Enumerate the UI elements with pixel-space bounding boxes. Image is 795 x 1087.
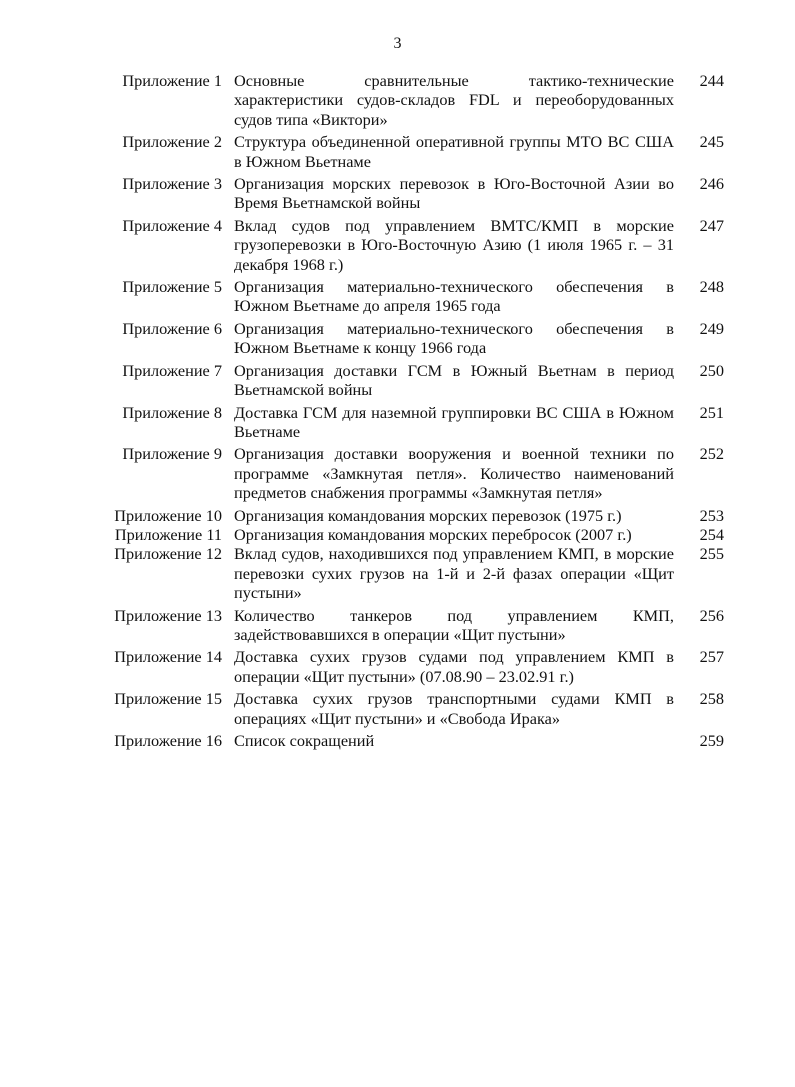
appendix-label: Приложение 4 [122,215,222,235]
appendix-label: Приложение 1 [122,71,222,90]
appendix-label: Приложение 8 [122,402,222,422]
toc-entry [104,174,724,213]
toc-entry [104,647,724,686]
appendix-page: 258 [699,689,724,709]
toc-entry [104,606,724,645]
appendix-title: Организация командования морских перевозок (1975 г.) [234,505,622,525]
appendix-label: Приложение 13 [114,605,222,625]
appendix-title: Доставка ГСМ для наземной группировки ВС США в Южном Вьетнаме [234,402,674,441]
appendix-page: 252 [699,444,724,464]
toc-entry [104,689,724,728]
toc-entry [104,71,724,129]
appendix-title: Организация материально-технического обеспечения в Южном Вьетнаме к концу 1966 года [234,318,674,358]
toc-entry [104,525,724,544]
appendix-label: Приложение 14 [114,647,222,667]
appendix-page: 245 [699,132,724,152]
appendix-title: Доставка сухих грузов судами под управлением КМП в операции «Щит пустыни» (07.08.90 – 23.02.91 г.) [234,647,674,686]
appendix-page: 259 [699,731,724,750]
appendix-label: Приложение 3 [122,174,222,194]
appendix-label: Приложение 5 [122,277,222,297]
page-number: 3 [393,35,402,52]
appendix-title: Вклад судов под управлением ВМТС/КМП в морские грузоперевозки в Юго-Восточную Азию (1 июля 1965 г. – 31 декабря 1968 г.) [234,215,674,274]
appendix-page: 251 [699,402,724,422]
toc-entry [104,403,724,442]
appendix-page: 253 [699,505,724,525]
toc-entry [104,277,724,316]
appendix-label: Приложение 16 [114,731,222,750]
table-of-contents [104,71,724,750]
toc-entry [104,216,724,274]
appendix-page: 250 [699,360,724,380]
toc-entry [104,544,724,602]
appendix-label: Приложение 10 [114,505,222,525]
appendix-title: Количество танкеров под управлением КМП, задействовавшихся в операции «Щит пустыни» [234,605,674,644]
appendix-title: Организация морских перевозок в Юго-Восточной Азии во Время Вьетнамской войны [234,174,674,213]
appendix-label: Приложение 9 [122,444,222,464]
appendix-label: Приложение 12 [114,544,222,564]
appendix-page: 255 [699,544,724,564]
toc-entry [104,444,724,502]
toc-entry [104,731,724,750]
toc-entry [104,506,724,525]
appendix-label: Приложение 2 [122,132,222,152]
appendix-title: Основные сравнительные тактико-технические характеристики судов-складов FDL и переоборудованных судов типа «Виктори» [234,71,674,129]
appendix-label: Приложение 15 [114,689,222,709]
appendix-label: Приложение 11 [114,524,222,544]
appendix-title: Структура объединенной оперативной группы МТО ВС США в Южном Вьетнаме [234,132,674,171]
appendix-page: 244 [699,71,724,90]
toc-entry [104,361,724,400]
appendix-label: Приложение 6 [122,318,222,338]
toc-entry [104,319,724,358]
appendix-title: Организация материально-технического обеспечения в Южном Вьетнаме до апреля 1965 года [234,277,674,316]
appendix-page: 247 [699,215,724,235]
appendix-title: Доставка сухих грузов транспортными судами КМП в операциях «Щит пустыни» и «Свобода Ирака» [234,689,674,728]
appendix-page: 257 [699,647,724,667]
appendix-title: Организация доставки ГСМ в Южный Вьетнам в период Вьетнамской войны [234,360,674,400]
appendix-page: 246 [699,174,724,194]
appendix-page: 249 [699,318,724,338]
appendix-page: 248 [699,277,724,297]
appendix-label: Приложение 7 [122,360,222,380]
appendix-page: 254 [699,524,724,544]
appendix-title: Список сокращений [234,731,375,750]
appendix-title: Организация доставки вооружения и военной техники по программе «Замкнутая петля». Количество наименований предметов снабжения программы «Замкнутая петля» [234,444,674,503]
toc-entry [104,132,724,171]
appendix-title: Вклад судов, находившихся под управлением КМП, в морские перевозки сухих грузов на 1-й и 2-й фазах операции «Щит пустыни» [234,544,674,603]
appendix-title: Организация командования морских перебросок (2007 г.) [234,524,632,544]
appendix-page: 256 [699,605,724,625]
